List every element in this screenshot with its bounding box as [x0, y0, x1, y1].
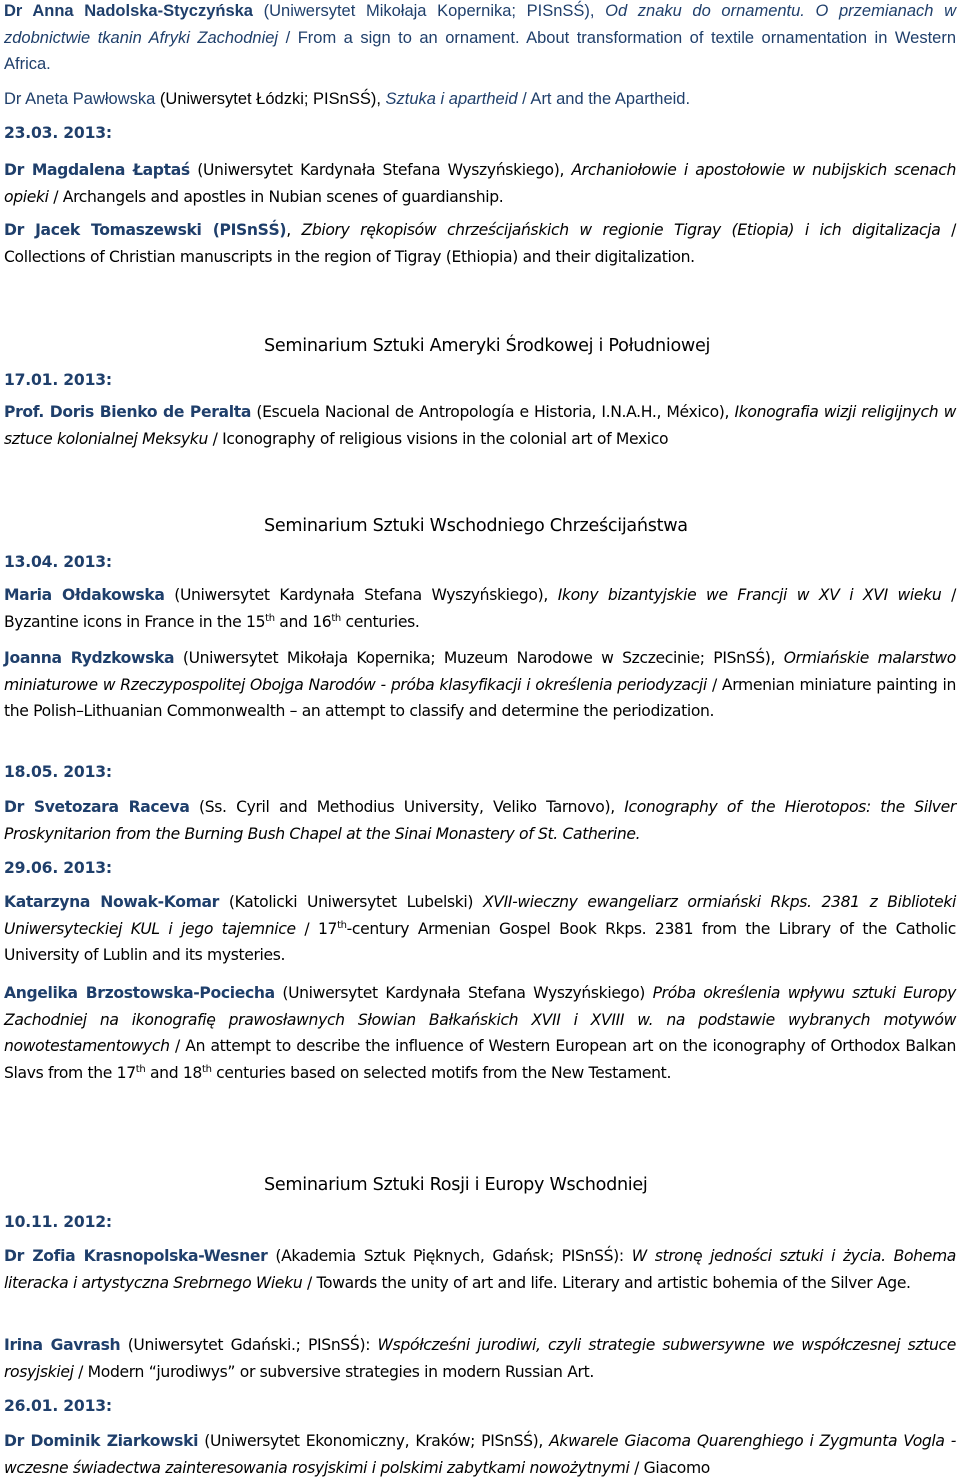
talk-title-pl: Akwarele Giacoma Quarenghiego i Zygmunta Vogla - wczesne świadectwa zainteresowania rosyjskimi i polskimi zabytkami nowożytnymi: [4, 1432, 956, 1477]
author-name: Prof. Doris Bienko de Peralta: [4, 403, 251, 421]
talk-title-en-cont: and 16: [274, 612, 332, 631]
talk-title-pl: Zbiory rękopisów chrześcijańskich w regionie Tigray (Etiopia) i ich digitalizacja: [301, 221, 941, 239]
session-date: 23.03. 2013:: [4, 124, 112, 142]
entry-nadolska: [4, 0, 956, 78]
talk-title-en: / Towards the unity of art and life. Literary and artistic bohemia of the Silver Age.: [302, 1273, 911, 1292]
superscript: th: [265, 612, 275, 624]
session-date: 18.05. 2013:: [4, 763, 112, 781]
author-name: Dr Zofia Krasnopolska-Wesner: [4, 1247, 268, 1265]
section-title: Seminarium Sztuki Wschodniego Chrześcijaństwa: [264, 516, 688, 536]
talk-title-pl: Sztuka i apartheid: [385, 90, 518, 108]
entry-tomaszewski: [4, 217, 956, 270]
author-name: Dr Dominik Ziarkowski: [4, 1432, 199, 1450]
author-name: Maria Ołdakowska: [4, 586, 165, 604]
session-date: 29.06. 2013:: [4, 859, 112, 877]
session-date: 26.01. 2013:: [4, 1397, 112, 1415]
affiliation: (Uniwersytet Kardynała Stefana Wyszyńskiego),: [164, 586, 558, 604]
talk-title-en: / Modern “jurodiwys” or subversive strategies in modern Russian Art.: [73, 1362, 594, 1381]
affiliation: (Uniwersytet Kardynała Stefana Wyszyńskiego): [274, 984, 653, 1002]
talk-title-pl: XVII-wieczny ewangeliarz ormiański Rkps. 2381 z Biblioteki Uniwersyteckiej KUL i jego tajemnice: [4, 893, 956, 938]
entry-gavrash: [4, 1332, 956, 1385]
author-name: Katarzyna Nowak-Komar: [4, 893, 219, 911]
entry-laptas: [4, 157, 956, 210]
talk-title-en: / 17: [295, 919, 338, 938]
talk-title-pl: Od znaku do ornamentu. O przemianach w zdobnictwie tkanin Afryki Zachodniej: [4, 2, 957, 47]
entry-oldakowska: [4, 582, 956, 635]
superscript: th: [202, 1063, 212, 1075]
author-name: Dr Anna Nadolska-Styczyńska: [4, 2, 253, 20]
section-title: Seminarium Sztuki Ameryki Środkowej i Południowej: [264, 336, 711, 356]
entry-krasnopolska: [4, 1243, 956, 1296]
author-name: Dr Jacek Tomaszewski (PISnSŚ): [4, 221, 287, 239]
talk-title-pl: W stronę jedności sztuki i życia. Bohema literacka i artystyczna Srebrnego Wieku: [4, 1247, 956, 1292]
affiliation: (Uniwersytet Kardynała Stefana Wyszyńskiego),: [189, 161, 572, 179]
affiliation: (Ss. Cyril and Methodius University, Veliko Tarnovo),: [189, 798, 625, 816]
affiliation: (Uniwersytet Gdański.; PISnSŚ):: [120, 1336, 378, 1354]
talk-title-pl: Ikony bizantyjskie we Francji w XV i XVI wieku: [557, 586, 942, 604]
affiliation: (Uniwersytet Mikołaja Kopernika; Muzeum Narodowe w Szczecinie; PISnSŚ),: [174, 649, 784, 667]
session-date: 17.01. 2013:: [4, 371, 112, 389]
talk-title-pl: Współcześni jurodiwi, czyli strategie subwersywne we współczesnej sztuce rosyjskiej: [4, 1336, 956, 1381]
talk-title-pl: Ormiańskie malarstwo miniaturowe w Rzeczypospolitej Obojga Narodów - próba klasyfikacji i określenia periodyzacji: [4, 649, 956, 694]
talk-title-en: / From a sign to an ornament. About transformation of textile ornamentation in Western Africa.: [4, 28, 957, 73]
talk-title-pl: Próba określenia wpływu sztuki Europy Zachodniej na ikonografię prawosławnych Słowian Bałkańskich XVII i XVIII w. na podstawie wybranych motywów nowotestamentowych: [4, 984, 957, 1055]
talk-title-en: Iconography of the Hierotopos: the Silver Proskynitarion from the Burning Bush Chapel at the Sinai Monastery of St. Catherine.: [4, 798, 956, 843]
talk-title-en-cont: and 18: [145, 1063, 203, 1082]
entry-brzostowska: [4, 980, 956, 1086]
session-date: 10.11. 2012:: [4, 1213, 112, 1231]
talk-title-en-end: centuries based on selected motifs from the New Testament.: [211, 1063, 672, 1082]
talk-title-en: / Archangels and apostles in Nubian scenes of guardianship.: [48, 187, 504, 206]
entry-pawlowska: [4, 86, 956, 113]
talk-title-en: / Byzantine icons in France in the 15: [4, 586, 957, 631]
section-title: Seminarium Sztuki Rosji i Europy Wschodniej: [264, 1175, 648, 1195]
talk-title-en: / Armenian miniature painting in the Polish–Lithuanian Commonwealth – an attempt to classify and determine the periodization.: [4, 675, 956, 720]
superscript: th: [331, 612, 341, 624]
talk-title-en: / Art and the Apartheid.: [517, 90, 691, 108]
talk-title-en-end: centuries.: [340, 612, 420, 631]
author-name: Angelika Brzostowska-Pociecha: [4, 984, 275, 1002]
author-name: Irina Gavrash: [4, 1336, 121, 1354]
talk-title-en: / Iconography of religious visions in the colonial art of Mexico: [208, 429, 669, 448]
entry-bienko: [4, 399, 956, 452]
entry-raceva: [4, 794, 956, 847]
entry-nowak-komar: [4, 889, 956, 969]
author-name: Dr Magdalena Łaptaś: [4, 161, 190, 179]
talk-title-en-cont: -century Armenian Gospel Book Rkps. 2381 from the Library of the Catholic University of Lublin and its mysteries.: [4, 919, 956, 964]
talk-title-pl: Ikonografia wizji religijnych w sztuce kolonialnej Meksyku: [4, 403, 956, 448]
separator: ,: [286, 221, 302, 239]
author-name: Dr Svetozara Raceva: [4, 798, 190, 816]
author-name: Dr Aneta Pawłowska: [4, 90, 156, 108]
talk-title-en: / Collections of Christian manuscripts in the region of Tigray (Ethiopia) and their digitalization.: [4, 221, 956, 266]
author-name: Joanna Rydzkowska: [4, 649, 175, 667]
affiliation: (Escuela Nacional de Antropología e Historia, I.N.A.H., México),: [251, 403, 735, 421]
affiliation: (Uniwersytet Łódzki; PISnSŚ),: [155, 90, 386, 108]
talk-title-pl: Archaniołowie i apostołowie w nubijskich scenach opieki: [4, 161, 957, 206]
superscript: th: [337, 919, 347, 931]
talk-title-en: / Giacomo: [629, 1458, 710, 1477]
entry-rydzkowska: [4, 645, 956, 725]
session-date: 13.04. 2013:: [4, 553, 112, 571]
superscript: th: [135, 1063, 146, 1075]
affiliation: (Akademia Sztuk Pięknych, Gdańsk; PISnSŚ):: [267, 1247, 632, 1265]
affiliation: (Katolicki Uniwersytet Lubelski): [218, 893, 483, 911]
talk-title-en: / An attempt to describe the influence of Western European art on the iconography of Orthodox Balkan Slavs from the 17: [4, 1037, 956, 1082]
entry-ziarkowski: [4, 1428, 956, 1481]
affiliation: (Uniwersytet Ekonomiczny, Kraków; PISnSŚ),: [198, 1432, 550, 1450]
affiliation: (Uniwersytet Mikołaja Kopernika; PISnSŚ),: [253, 2, 606, 20]
